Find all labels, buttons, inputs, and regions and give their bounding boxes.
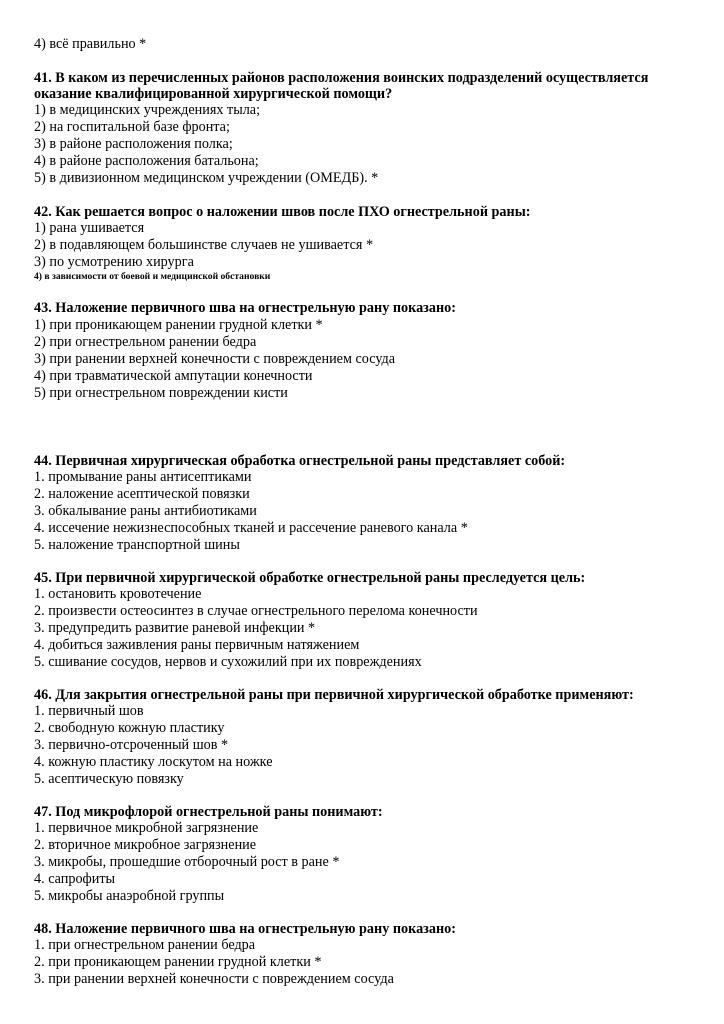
question-44-option-3: 3. обкалывание раны антибиотиками xyxy=(34,503,257,519)
question-43-option-2: 2) при огнестрельном ранении бедра xyxy=(34,334,257,350)
question-41-option-5: 5) в дивизионном медицинском учреждении (ОМЕДБ). * xyxy=(34,170,379,186)
question-46-option-2: 2. свободную кожную пластику xyxy=(34,720,225,736)
question-45-option-4: 4. добиться заживления раны первичным натяжением xyxy=(34,637,360,653)
question-41-option-4: 4) в районе расположения батальона; xyxy=(34,153,259,169)
question-44-option-5: 5. наложение транспортной шины xyxy=(34,537,240,553)
question-42-option-1: 1) рана ушивается xyxy=(34,220,145,236)
question-45-option-5: 5. сшивание сосудов, нервов и сухожилий при их повреждениях xyxy=(34,654,422,670)
question-45-option-2: 2. произвести остеосинтез в случае огнестрельного перелома конечности xyxy=(34,603,478,619)
question-47-option-5: 5. микробы анаэробной группы xyxy=(34,888,225,904)
question-43-option-1: 1) при проникающем ранении грудной клетки * xyxy=(34,317,323,333)
question-44-option-2: 2. наложение асептической повязки xyxy=(34,486,250,502)
question-41-option-1: 1) в медицинских учреждениях тыла; xyxy=(34,102,261,118)
question-41-option-3: 3) в районе расположения полка; xyxy=(34,136,233,152)
question-47-title: 47. Под микрофлорой огнестрельной раны понимают: xyxy=(34,804,383,820)
question-45-title: 45. При первичной хирургической обработке огнестрельной раны преследуется цель: xyxy=(34,570,586,586)
question-41-title-cont: оказание квалифицированной хирургической помощи? xyxy=(34,86,393,102)
question-44-option-1: 1. промывание раны антисептиками xyxy=(34,469,252,485)
question-46-option-3: 3. первично-отсроченный шов * xyxy=(34,737,229,753)
question-43-option-5: 5) при огнестрельном повреждении кисти xyxy=(34,385,288,401)
question-46-option-5: 5. асептическую повязку xyxy=(34,771,184,787)
question-44-title: 44. Первичная хирургическая обработка огнестрельной раны представляет собой: xyxy=(34,453,566,469)
question-45-option-1: 1. остановить кровотечение xyxy=(34,586,202,602)
question-48-option-1: 1. при огнестрельном ранении бедра xyxy=(34,937,256,953)
question-44-option-4: 4. иссечение нежизнеспособных тканей и рассечение раневого канала * xyxy=(34,520,468,536)
question-41-option-2: 2) на госпитальной базе фронта; xyxy=(34,119,230,135)
question-48-option-2: 2. при проникающем ранении грудной клетки * xyxy=(34,954,322,970)
question-46-option-1: 1. первичный шов xyxy=(34,703,144,719)
question-47-option-4: 4. сапрофиты xyxy=(34,871,116,887)
question-45-option-3: 3. предупредить развитие раневой инфекции * xyxy=(34,620,316,636)
question-47-option-2: 2. вторичное микробное загрязнение xyxy=(34,837,257,853)
question-47-option-1: 1. первичное микробной загрязнение xyxy=(34,820,259,836)
question-46-title: 46. Для закрытия огнестрельной раны при первичной хирургической обработке применяют: xyxy=(34,687,634,703)
question-48-option-3: 3. при ранении верхней конечности с повреждением сосуда xyxy=(34,971,394,987)
question-42-option-2: 2) в подавляющем большинстве случаев не ушивается * xyxy=(34,237,374,253)
prev-answer-4: 4) всё правильно * xyxy=(34,36,147,52)
question-43-option-4: 4) при травматической ампутации конечности xyxy=(34,368,313,384)
question-47-option-3: 3. микробы, прошедшие отборочный рост в ране * xyxy=(34,854,340,870)
question-43-option-3: 3) при ранении верхней конечности с повреждением сосуда xyxy=(34,351,396,367)
question-42-option-4: 4) в зависимости от боевой и медицинской обстановки xyxy=(34,271,271,282)
question-48-title: 48. Наложение первичного шва на огнестрельную рану показано: xyxy=(34,921,456,937)
question-41-title: 41. В каком из перечисленных районов расположения воинских подразделений осуществляется xyxy=(34,70,649,86)
question-42-title: 42. Как решается вопрос о наложении швов после ПХО огнестрельной раны: xyxy=(34,204,531,220)
question-42-option-3: 3) по усмотрению хирурга xyxy=(34,254,194,270)
question-46-option-4: 4. кожную пластику лоскутом на ножке xyxy=(34,754,273,770)
question-43-title: 43. Наложение первичного шва на огнестрельную рану показано: xyxy=(34,300,456,316)
